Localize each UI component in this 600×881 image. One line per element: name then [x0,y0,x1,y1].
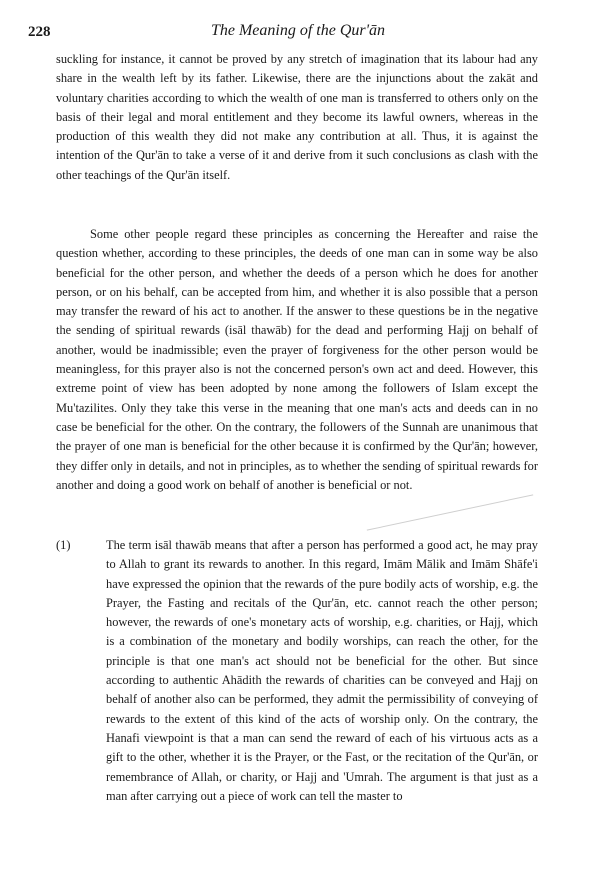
page-header [28,24,568,46]
page-number: 228 [28,24,51,40]
footnote-text: The term isāl thawāb means that after a person has performed a good act, he may pray to Allah to grant its rewards to another. In this regard, Imām Mālik and Imām Shāfe'i have expressed the opinion that the rewards of the pure bodily acts of worship, e.g. the Prayer, the Fasting and recitals of the Qur'ān, etc. cannot reach the other person; however, the rewards of one's monetary acts of worship, e.g. charities, or Hajj, which is a combination of the monetary and bodily worships, can reach the other, for the principle is that one man's act should not be beneficial for the other. But since according to authentic Ahādith the rewards of charities can be conveyed and Hajj on behalf of another also can be performed, they admit the permissibility of conveying of rewards to the extent of this kind of the acts of worship only. On the contrary, the Hanafi viewpoint is that a man can send the reward of each of his virtuous acts as a gift to the other, whether it is the Prayer, or the Fast, or the recitation of the Qur'ān, or remembrance of Allah, or charity, or Hajj and 'Umrah. The argument is that just as a man after carrying out a piece of work can tell the master to [106,538,538,803]
footnote-marker: (1) [56,538,71,552]
footnote [56,536,538,806]
paragraph-2-text: Some other people regard these principles as concerning the Hereafter and raise the question whether, according to these principles, the deeds of one man can in some way be also beneficial for the other person, and whether the deeds of a person which he does for another person, or on his behalf, can be accepted from him, and whether it is also possible that a person may transfer the reward of his act to another. If the answer to these questions be in the negative the sending of spiritual rewards (isāl thawāb) for the dead and performing Hajj on behalf of another, would be inadmissible; even the prayer of forgiveness for the other person would be meaningless, for this prayer also is not the concerned person's own act and deed. However, this extreme point of view has been adopted by none among the followers of Islam except the Mu'tazilites. Only they take this verse in the meaning that one man's acts and deeds can in no case be beneficial for the other. On the contrary, the followers of the Sunnah are unanimous that the prayer of one man is beneficial for the other because it is confirmed by the Qur'ān; however, they differ only in details, and not in principles, as to whether the sending of spiritual rewards for another and doing a good work on behalf of another is beneficial or not. [56,227,538,492]
paragraph-2 [56,225,538,495]
faint-stray-line [367,494,533,530]
paragraph-1-text: suckling for instance, it cannot be proved by any stretch of imagination that its labour had any share in the wealth left by its father. Likewise, there are the injunctions about the zakāt and voluntary charities according to which the wealth of one man is transferred to others only on the basis of their legal and moral entitlement and they become its lawful owners, whereas in the production of this wealth they did not make any contribution at all. Thus, it is against the intention of the Qur'ān to take a verse of it and derive from it such conclusions as clash with the other teachings of the Qur'ān itself. [56,52,538,182]
running-title: The Meaning of the Qur'ān [210,22,386,39]
paragraph-1 [56,50,538,185]
